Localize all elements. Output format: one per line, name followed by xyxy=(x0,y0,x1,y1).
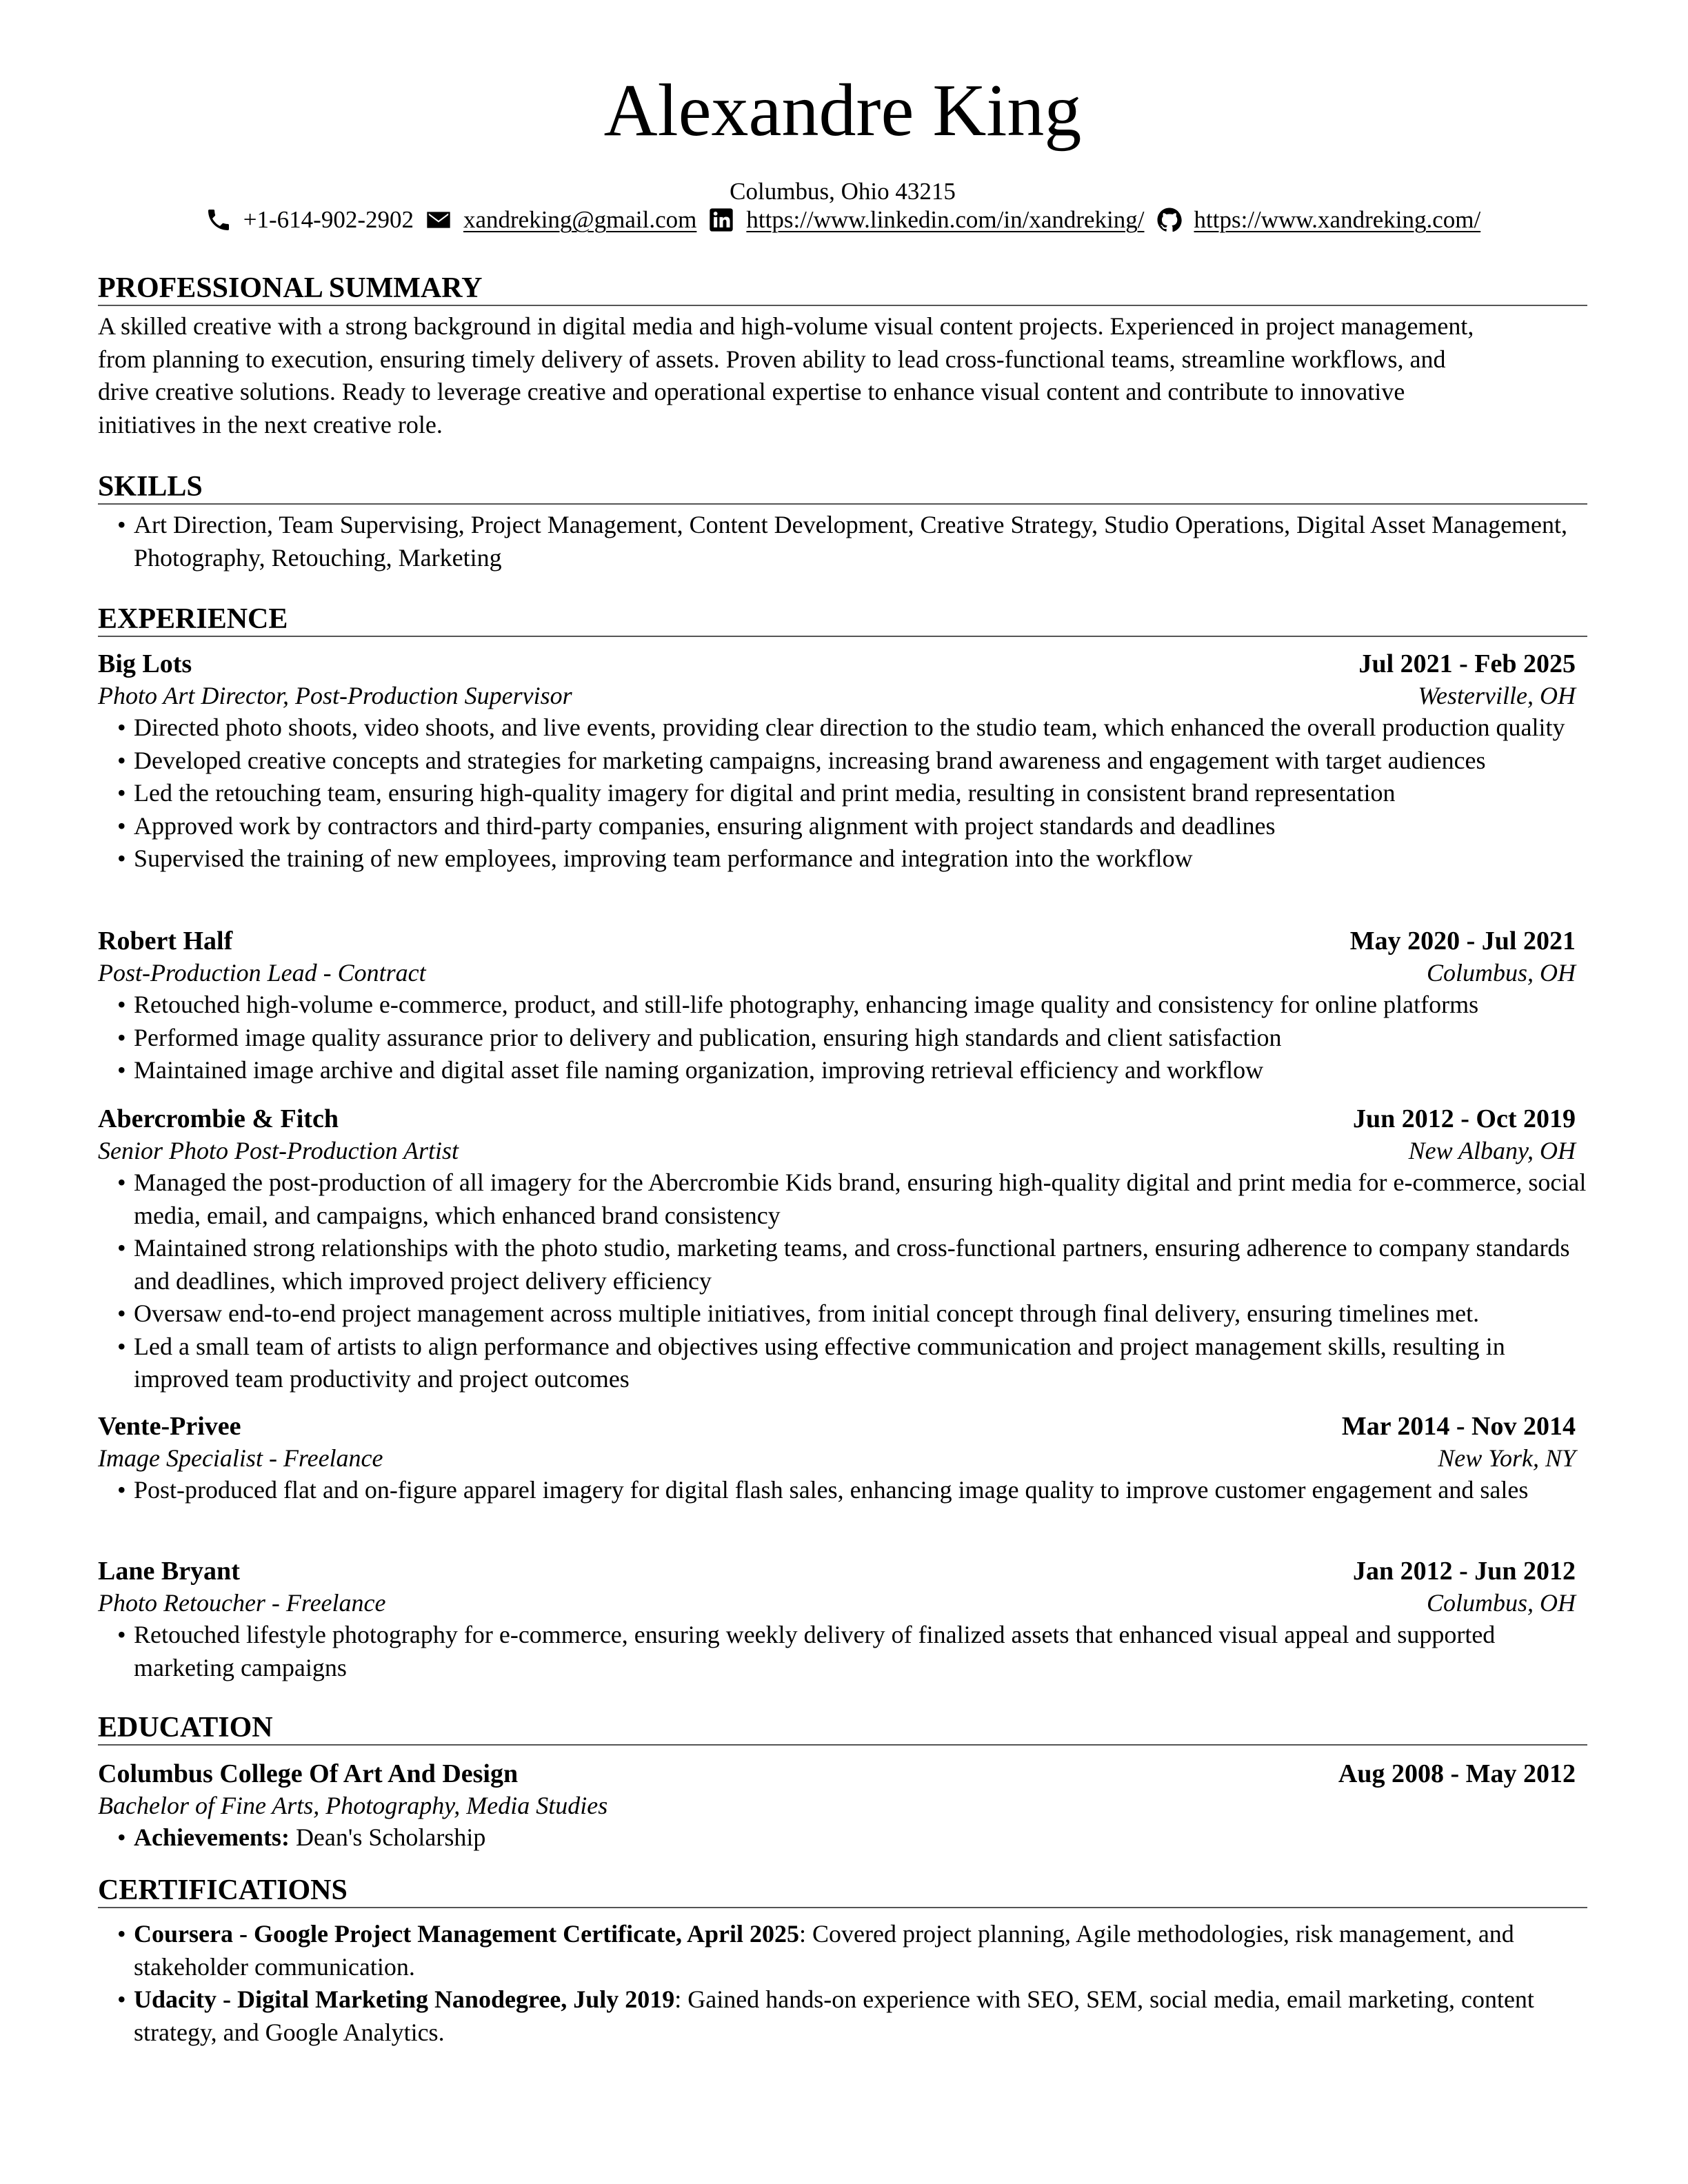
education-section xyxy=(98,1710,1587,1854)
certification-name: Coursera - Google Project Management Certificate, April 2025 xyxy=(134,1920,800,1948)
job-location: Columbus, OH xyxy=(1426,959,1576,987)
job-bullet: • Performed image quality assurance prior to delivery and publication, ensuring high standards and client satisfaction xyxy=(98,1022,1587,1055)
job-dates: Mar 2014 - Nov 2014 xyxy=(1341,1412,1576,1441)
education-heading: EDUCATION xyxy=(98,1710,1587,1746)
phone-number: +1-614-902-2902 xyxy=(243,206,414,233)
job-bullet: • Developed creative concepts and strategies for marketing campaigns, increasing brand awareness and engagement with target audiences xyxy=(98,745,1587,778)
summary-line: A skilled creative with a strong background in digital media and high-volume visual content projects. Experienced in project management, xyxy=(98,312,1474,340)
certification-desc: : Gained hands-on experience with SEO, SEM, social media, email marketing, content strategy, and Google Analytics. xyxy=(134,1985,1534,2046)
summary-line: initiatives in the next creative role. xyxy=(98,410,443,438)
job-entry xyxy=(98,1555,1587,1684)
summary-line: drive creative solutions. Ready to leverage creative and operational expertise to enhance visual content and contribute to innovative xyxy=(98,378,1405,405)
summary-line: from planning to execution, ensuring timely delivery of assets. Proven ability to lead cross-functional teams, streamline workflows, and xyxy=(98,345,1446,373)
job-dates: Jun 2012 - Oct 2019 xyxy=(1353,1104,1576,1133)
job-role: Photo Retoucher - Freelance xyxy=(98,1589,386,1617)
contact-row xyxy=(98,204,1587,236)
job-role: Photo Art Director, Post-Production Supervisor xyxy=(98,682,572,709)
job-bullet: • Oversaw end-to-end project management across multiple initiatives, from initial concept through final delivery, ensuring timelines met. xyxy=(98,1297,1587,1331)
job-dates: Jan 2012 - Jun 2012 xyxy=(1352,1557,1576,1586)
linkedin-icon xyxy=(707,206,735,234)
job-role: Senior Photo Post-Production Artist xyxy=(98,1137,459,1164)
job-bullet: • Retouched lifestyle photography for e-commerce, ensuring weekly delivery of finalized assets that enhanced visual appeal and supported marketing campaigns xyxy=(98,1619,1587,1684)
job-bullet: • Directed photo shoots, video shoots, and live events, providing clear direction to the studio team, which enhanced the overall production quality xyxy=(98,711,1587,745)
job-bullet: • Maintained image archive and digital asset file naming organization, improving retrieval efficiency and workflow xyxy=(98,1054,1587,1087)
certifications-section xyxy=(98,1872,1587,2049)
education-subheader xyxy=(98,1790,1576,1821)
candidate-name: Alexandre King xyxy=(603,70,1082,152)
address: Columbus, Ohio 43215 xyxy=(730,178,956,205)
job-entry xyxy=(98,925,1587,1087)
job-location: New York, NY xyxy=(1438,1444,1576,1472)
job-bullet: • Supervised the training of new employees, improving team performance and integration into the workflow xyxy=(98,842,1587,876)
job-subheader xyxy=(98,680,1576,711)
job-dates: May 2020 - Jul 2021 xyxy=(1349,927,1576,956)
education-dates: Aug 2008 - May 2012 xyxy=(1338,1759,1576,1788)
job-bullet: • Post-produced flat and on-figure apparel imagery for digital flash sales, enhancing image quality to improve customer engagement and sales xyxy=(98,1474,1587,1507)
company-name: Abercrombie & Fitch xyxy=(98,1104,339,1133)
phone-contact xyxy=(205,205,414,235)
job-bullets xyxy=(98,711,1587,876)
job-location: Columbus, OH xyxy=(1426,1589,1576,1617)
resume-page xyxy=(98,0,1587,2184)
github-icon xyxy=(1156,206,1183,234)
summary-text xyxy=(98,310,1587,441)
job-entry xyxy=(98,1410,1587,1507)
email-link[interactable]: xandreking@gmail.com xyxy=(463,206,697,233)
job-bullets xyxy=(98,1619,1587,1684)
skills-item: • Art Direction, Team Supervising, Project Management, Content Development, Creative Strategy, Studio Operations, Digital Asset Management, Photography, Retouching, Marketing xyxy=(98,509,1571,574)
job-subheader xyxy=(98,957,1576,989)
job-subheader xyxy=(98,1135,1576,1166)
school-name: Columbus College Of Art And Design xyxy=(98,1759,519,1788)
degree: Bachelor of Fine Arts, Photography, Media Studies xyxy=(98,1792,608,1819)
job-bullets xyxy=(98,1166,1587,1396)
job-header xyxy=(98,1103,1576,1135)
job-entry xyxy=(98,1103,1587,1396)
email-contact[interactable] xyxy=(425,205,696,235)
website-link[interactable]: https://www.xandreking.com/ xyxy=(1194,206,1481,233)
experience-section xyxy=(98,601,1587,637)
experience-heading: EXPERIENCE xyxy=(98,601,1587,637)
job-header xyxy=(98,925,1576,957)
job-bullet: • Maintained strong relationships with the photo studio, marketing teams, and cross-functional partners, ensuring adherence to company standards and deadlines, which improved project delivery efficiency xyxy=(98,1232,1587,1297)
job-dates: Jul 2021 - Feb 2025 xyxy=(1358,649,1576,678)
envelope-icon xyxy=(425,206,452,234)
achievements-label: Achievements: xyxy=(134,1823,290,1851)
linkedin-contact[interactable] xyxy=(707,205,1144,235)
job-subheader xyxy=(98,1587,1576,1619)
job-bullet: • Managed the post-production of all imagery for the Abercrombie Kids brand, ensuring high-quality digital and print media for e-commerce, social media, email, and campaigns, which enhanced brand consistency xyxy=(98,1166,1587,1232)
company-name: Vente-Privee xyxy=(98,1412,241,1441)
job-header xyxy=(98,1410,1576,1442)
job-bullet: • Led the retouching team, ensuring high-quality imagery for digital and print media, resulting in consistent brand representation xyxy=(98,777,1587,810)
summary-heading: PROFESSIONAL SUMMARY xyxy=(98,270,1587,306)
job-bullets xyxy=(98,1474,1587,1507)
certification-item xyxy=(98,1918,1593,1983)
certifications-heading: CERTIFICATIONS xyxy=(98,1872,1587,1908)
job-subheader xyxy=(98,1442,1576,1474)
job-bullets xyxy=(98,989,1587,1087)
achievements-item xyxy=(98,1821,1587,1854)
certification-item xyxy=(98,1983,1593,2049)
summary-section xyxy=(98,270,1587,441)
job-role: Image Specialist - Freelance xyxy=(98,1444,383,1472)
website-contact[interactable] xyxy=(1156,205,1481,235)
education-header xyxy=(98,1758,1576,1790)
job-bullet: • Retouched high-volume e-commerce, product, and still-life photography, enhancing image quality and consistency for online platforms xyxy=(98,989,1587,1022)
skills-section xyxy=(98,469,1587,574)
company-name: Robert Half xyxy=(98,927,233,956)
education-bullets xyxy=(98,1821,1587,1854)
job-bullet: • Approved work by contractors and third-party companies, ensuring alignment with project standards and deadlines xyxy=(98,810,1587,843)
job-entry xyxy=(98,648,1587,876)
phone-icon xyxy=(205,206,232,234)
skills-list xyxy=(98,509,1571,574)
job-location: New Albany, OH xyxy=(1408,1137,1576,1164)
job-bullet: • Led a small team of artists to align performance and objectives using effective communication and project management skills, resulting in improved team productivity and project outcomes xyxy=(98,1331,1587,1396)
company-name: Big Lots xyxy=(98,649,192,678)
job-location: Westerville, OH xyxy=(1418,682,1576,709)
company-name: Lane Bryant xyxy=(98,1557,240,1586)
linkedin-link[interactable]: https://www.linkedin.com/in/xandreking/ xyxy=(746,206,1145,233)
certification-name: Udacity - Digital Marketing Nanodegree, July 2019 xyxy=(134,1985,675,2013)
job-header xyxy=(98,648,1576,680)
skills-heading: SKILLS xyxy=(98,469,1587,505)
job-header xyxy=(98,1555,1576,1587)
achievements-text: Dean's Scholarship xyxy=(295,1823,486,1851)
job-role: Post-Production Lead - Contract xyxy=(98,959,426,987)
certifications-list xyxy=(98,1918,1593,2049)
certification-desc: : Covered project planning, Agile methodologies, risk management, and stakeholder communication. xyxy=(134,1920,1514,1981)
